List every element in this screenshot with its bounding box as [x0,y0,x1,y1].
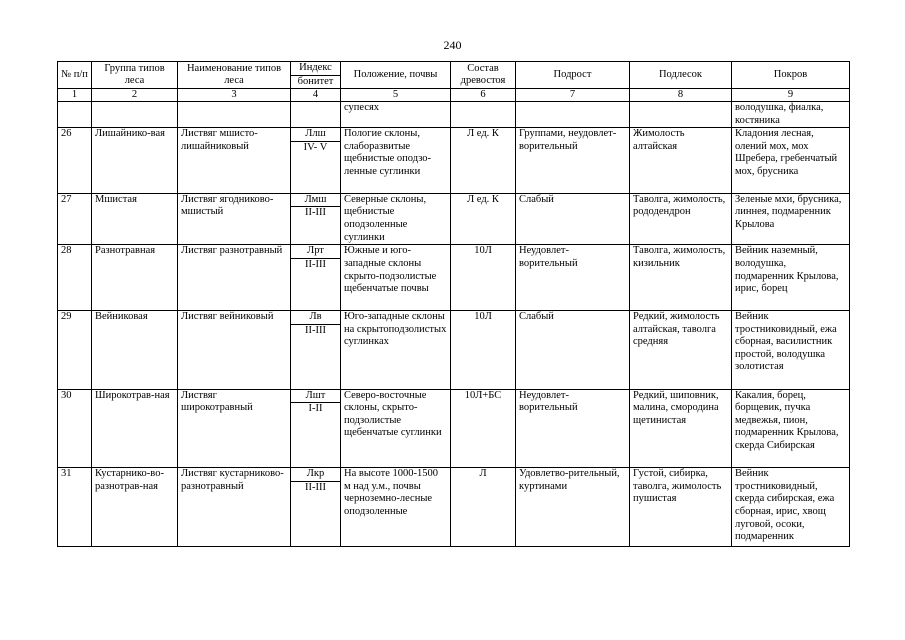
row-name: Листвяг кустарниково-разнотравный [178,468,291,547]
row-group: Вейниковая [92,310,178,389]
row-bonitet: I-II [291,403,341,468]
row-composition: 10Л+БС [451,389,516,468]
row-group: Кустарнико-во-разнотрав-ная [92,468,178,547]
column-number-row [58,89,850,102]
row-num: 26 [58,128,92,194]
row-group: Разнотравная [92,245,178,311]
header-index-bonitet [291,62,341,89]
header-composition: Состав древостоя [451,62,516,89]
header-bonitet: бонитет [297,76,334,87]
continuation-position: супесях [341,102,451,128]
header-cover: Покров [732,62,850,89]
table-row [58,310,850,324]
cell-empty [178,102,291,128]
row-num: 30 [58,389,92,468]
header-name: Наименование типов леса [178,62,291,89]
row-name: Листвяг широкотравный [178,389,291,468]
column-number: 2 [92,89,178,102]
cell-empty [291,102,341,128]
column-number: 6 [451,89,516,102]
row-bonitet: II-III [291,258,341,310]
row-group: Мшистая [92,193,178,245]
row-undergrowth: Слабый [516,310,630,389]
row-composition: Л ед. К [451,193,516,245]
row-understory: Таволга, жимолость, рододендрон [630,193,732,245]
row-num: 29 [58,310,92,389]
row-undergrowth: Удовлетво-рительный, куртинами [516,468,630,547]
cell-empty [630,102,732,128]
row-cover: Кладония лесная, олений мох, мох Шребера, гребенчатый мох, брусника [732,128,850,194]
header-row [58,62,850,89]
row-undergrowth: Неудовлет-ворительный [516,245,630,311]
row-name: Листвяг вейниковый [178,310,291,389]
row-position: Пологие склоны, слаборазвитые щебнистые оподзо-ленные суглинки [341,128,451,194]
row-undergrowth: Неудовлет-ворительный [516,389,630,468]
row-understory: Густой, сибирка, таволга, жимолость пушистая [630,468,732,547]
column-number: 4 [291,89,341,102]
row-position: На высоте 1000-1500 м над у.м., почвы черноземно-лесные оподзоленные [341,468,451,547]
table-row [58,128,850,142]
row-undergrowth: Группами, неудовлет-ворительный [516,128,630,194]
row-num: 27 [58,193,92,245]
page-number: 240 [443,38,462,52]
forest-types-table [57,61,850,547]
row-name: Листвяг мшисто-лишайниковый [178,128,291,194]
header-understory: Подлесок [630,62,732,89]
column-number: 8 [630,89,732,102]
row-understory: Таволга, жимолость, кизильник [630,245,732,311]
row-cover: Вейник тростниковидный, скерда сибирская, ежа сборная, ирис, хвощ луговой, осоки, подмаренник [732,468,850,547]
table-row [58,245,850,259]
row-cover: Зеленые мхи, брусника, линнея, подмаренник Крылова [732,193,850,245]
row-cover: Вейник наземный, володушка, подмаренник Крылова, ирис, борец [732,245,850,311]
row-index: Лрт [291,245,341,259]
cell-empty [516,102,630,128]
header-index: Индекс [291,62,340,76]
column-number: 5 [341,89,451,102]
row-index: Лкр [291,468,341,482]
row-bonitet: II-III [291,207,341,245]
row-num: 28 [58,245,92,311]
cell-empty [58,102,92,128]
row-index: Лв [291,310,341,324]
table-row [58,389,850,403]
row-bonitet: II-III [291,481,341,546]
row-bonitet: IV- V [291,141,341,193]
row-position: Северо-восточные склоны, скрыто-подзолистые щебенчатые суглинки [341,389,451,468]
row-cover: Вейник тростниковидный, ежа сборная, василистник простой, володушка золотистая [732,310,850,389]
column-number: 1 [58,89,92,102]
header-undergrowth: Подрост [516,62,630,89]
row-understory: Жимолость алтайская [630,128,732,194]
row-position: Южные и юго-западные склоны скрыто-подзолистые щебенчатые почвы [341,245,451,311]
row-name: Листвяг ягодниково-мшистый [178,193,291,245]
continuation-row [58,102,850,128]
row-composition: 10Л [451,310,516,389]
cell-empty [451,102,516,128]
row-index: Лшт [291,389,341,403]
row-num: 31 [58,468,92,547]
row-position: Юго-западные склоны на скрытоподзолистых суглинках [341,310,451,389]
cell-empty [92,102,178,128]
row-name: Листвяг разнотравный [178,245,291,311]
row-composition: 10Л [451,245,516,311]
table-row [58,193,850,207]
header-position: Положение, почвы [341,62,451,89]
row-understory: Редкий, жимолость алтайская, таволга средняя [630,310,732,389]
row-position: Северные склоны, щебнистые оподзоленные суглинки [341,193,451,245]
row-group: Широкотрав-ная [92,389,178,468]
row-understory: Редкий, шиповник, малина, смородина щетинистая [630,389,732,468]
row-bonitet: II-III [291,324,341,389]
header-num: № п/п [58,62,92,89]
table-row [58,468,850,482]
row-group: Лишайнико-вая [92,128,178,194]
row-composition: Л [451,468,516,547]
column-number: 9 [732,89,850,102]
column-number: 7 [516,89,630,102]
row-index: Лмш [291,193,341,207]
column-number: 3 [178,89,291,102]
row-cover: Какалия, борец, борщевик, пучка медвежья, пион, подмаренник Крылова, скерда Сибирская [732,389,850,468]
row-undergrowth: Слабый [516,193,630,245]
header-group: Группа типов леса [92,62,178,89]
row-composition: Л ед. К [451,128,516,194]
continuation-cover: володушка, фиалка, костяника [732,102,850,128]
row-index: Ллш [291,128,341,142]
